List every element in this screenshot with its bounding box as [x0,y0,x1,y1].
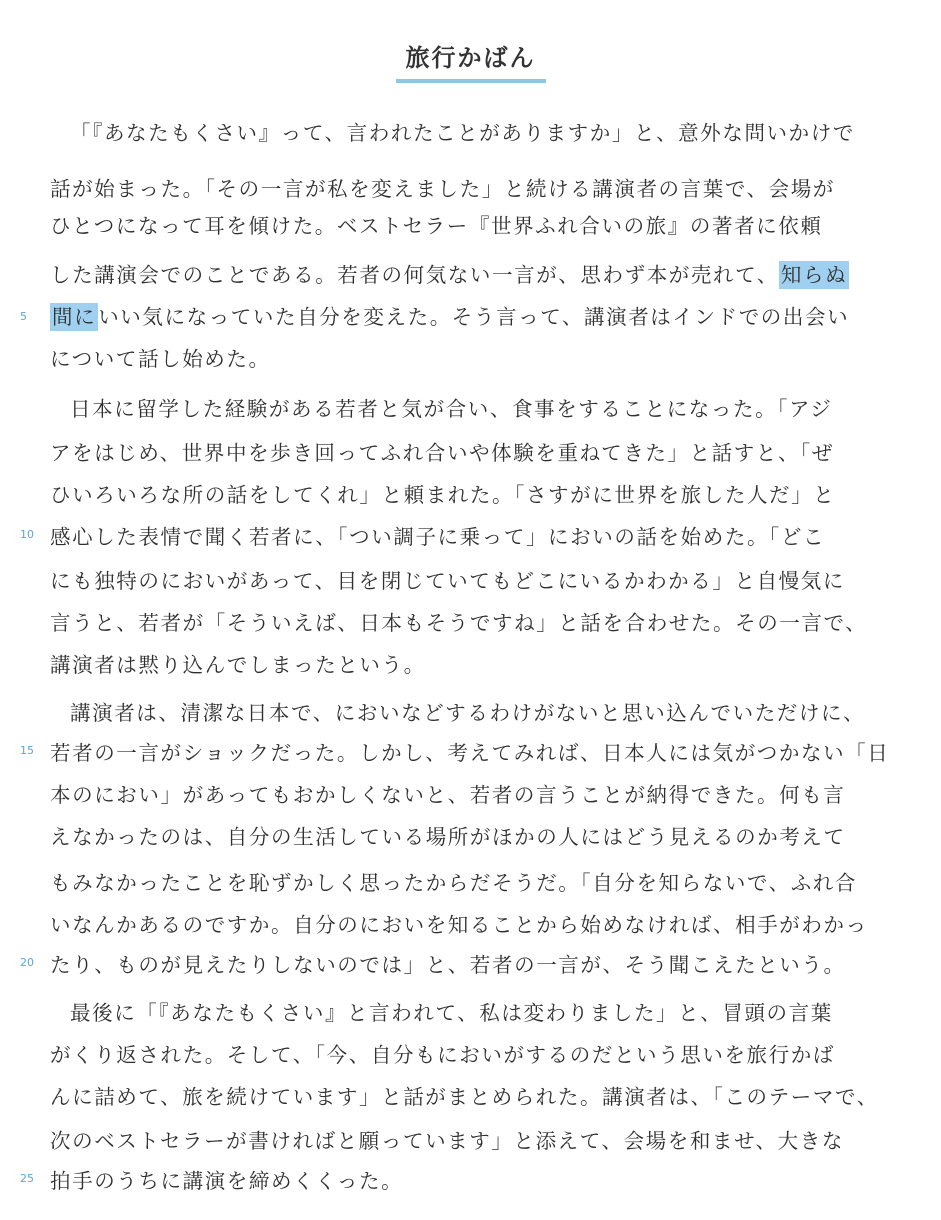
text-line: 講演者は黙り込んでしまったという。 [50,653,426,677]
text-line: ひいろいろな所の話をしてくれ」と頼まれた。「さすがに世界を旅した人だ」と [50,483,836,507]
text-line: もみなかったことを恥ずかしく思ったからだそうだ。「自分を知らないで、ふれ合 [50,871,858,895]
line-number: 20 [20,956,34,969]
text-segment: した講演会でのことである。若者の何気ない一言が、思わず本が売れて、 [50,263,779,287]
text-line: がくり返された。そして、「今、自分もにおいがするのだという思いを旅行かば [50,1043,835,1067]
line-number: 5 [20,310,27,323]
text-line: 言うと、若者が「そういえば、日本もそうですね」と話を合わせた。その一言で、 [50,611,868,635]
title-wrap [0,38,941,83]
text-line: について話し始めた。 [50,347,271,371]
text-line: えなかったのは、自分の生活している場所がほかの人にはどう見えるのか考えて [50,825,846,849]
line-number: 15 [20,744,34,757]
text-line: 拍手のうちに講演を締めくくった。 [50,1169,404,1193]
text-segment: いい気になっていた自分を変えた。そう言って、講演者はインドでの出会い [98,305,850,329]
text-line-with-highlight [50,304,910,330]
highlighted-text: 間に [52,305,97,329]
line-number: 10 [20,528,34,541]
text-line: 講演者は、清潔な日本で、においなどするわけがないと思い込んでいただけに、 [70,701,866,725]
text-line: 日本に留学した経験がある若者と気が合い、食事をすることになった。「アジ [70,397,833,421]
text-line: いなんかあるのですか。自分のにおいを知ることから始めなければ、相手がわかっ [50,913,868,937]
text-line: ひとつになって耳を傾けた。ベストセラー『世界ふれ合いの旅』の著者に依頼 [50,214,823,238]
text-line: んに詰めて、旅を続けています」と話がまとめられた。講演者は、「このテーマで、 [50,1085,879,1109]
text-line: アをはじめ、世界中を歩き回ってふれ合いや体験を重ねてきた」と話すと、「ぜ [50,441,835,465]
text-line: 最後に「『あなたもくさい』と言われて、私は変わりました」と、冒頭の言葉 [70,1001,833,1025]
page-title: 旅行かばん [396,38,546,83]
text-line: にも独特のにおいがあって、目を閉じていてもどこにいるかわかる」と自慢気に [50,569,845,593]
text-line: 次のベストセラーが書ければと願っています」と添えて、会場を和ませ、大きな [50,1129,844,1153]
text-line: 本のにおい」があってもおかしくないと、若者の言うことが納得できた。何も言 [50,783,846,807]
text-line: 若者の一言がショックだった。しかし、考えてみれば、日本人には気がつかない「日 [50,741,890,765]
text-line: 話が始まった。「その一言が私を変えました」と続ける講演者の言葉で、会場が [50,177,835,201]
text-line: 「『あなたもくさい』って、言われたことがありますか」と、意外な問いかけで [70,121,855,145]
highlighted-text: 知らぬ [780,263,848,287]
text-line: 感心した表情で聞く若者に、「つい調子に乗って」においの話を始めた。「どこ [50,525,826,549]
line-number: 25 [20,1172,34,1185]
text-line: たり、ものが見えたりしないのでは」と、若者の一言が、そう聞こえたという。 [50,953,846,977]
text-line-with-highlight [50,262,910,288]
